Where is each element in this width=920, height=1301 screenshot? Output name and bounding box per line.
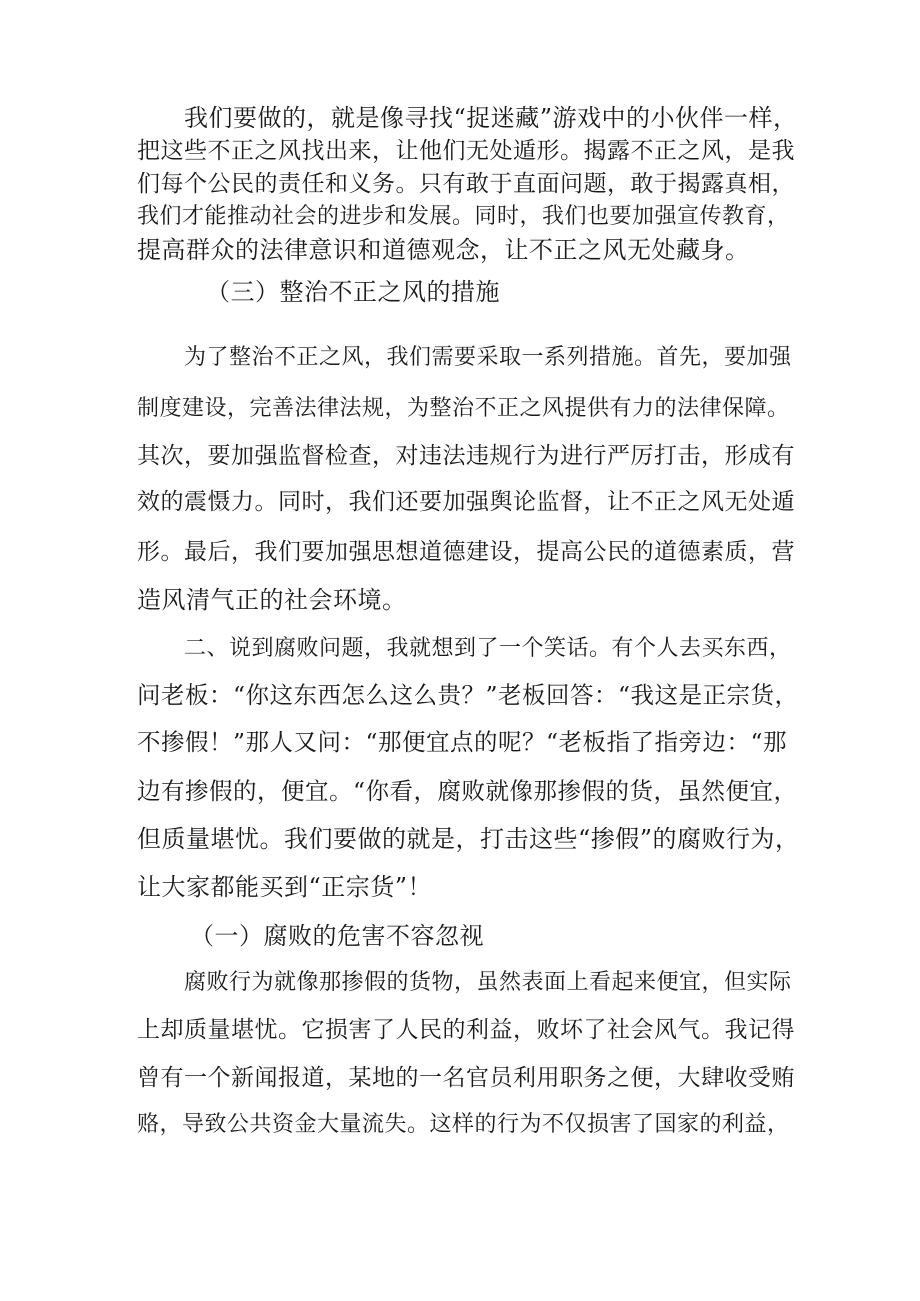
paragraph-4-line-4: 赂，导致公共资金大量流失。这样的行为不仅损害了国家的利益， (137, 1112, 790, 1137)
paragraph-3-line-1: 二、说到腐败问题，我就想到了一个笑话。有个人去买东西， (184, 636, 792, 661)
paragraph-2-line-6: 造风清气正的社会环境。 (137, 586, 407, 614)
paragraph-1-line-4: 我们才能推动社会的进步和发展。同时，我们也要加强宣传教育， (137, 204, 790, 229)
paragraph-4-line-2: 上却质量堪忧。它损害了人民的利益，败坏了社会风气。我记得 (137, 1017, 795, 1043)
paragraph-4-line-1: 腐败行为就像那掺假的货物，虽然表面上看起来便宜，但实际 (184, 970, 792, 995)
paragraph-3-line-3: 不掺假！”那人又问：“那便宜点的呢？“老板指了指旁边：“那 (137, 728, 788, 756)
paragraph-2-line-2: 制度建设，完善法律法规，为整治不正之风提供有力的法律保障。 (137, 396, 790, 421)
paragraph-2-line-3: 其次，要加强监督检查，对违法违规行为进行严厉打击，形成有 (137, 443, 795, 469)
paragraph-2-line-4: 效的震慑力。同时，我们还要加强舆论监督，让不正之风无处遁 (137, 489, 795, 515)
paragraph-2-line-5: 形。最后，我们要加强思想道德建设，提高公民的道德素质，营 (137, 539, 795, 565)
paragraph-1-line-2: 把这些不正之风找出来，让他们无处遁形。揭露不正之风，是我 (137, 138, 795, 164)
paragraph-1-line-3: 们每个公民的责任和义务。只有敢于直面问题，敢于揭露真相， (137, 171, 795, 197)
paragraph-3-line-6: 让大家都能买到“正宗货”！ (137, 873, 433, 901)
paragraph-2-line-1: 为了整治不正之风，我们需要采取一系列措施。首先，要加强 (184, 345, 792, 370)
paragraph-1-line-1: 我们要做的，就是像寻找“捉迷藏”游戏中的小伙伴一样， (184, 104, 798, 132)
paragraph-3-line-2: 问老板：“你这东西怎么这么贵？”老板回答：“我这是正宗货， (137, 681, 799, 709)
paragraph-1-line-5: 提高群众的法律意识和道德观念，让不正之风无处藏身。 (137, 236, 750, 264)
paragraph-4-line-3: 曾有一个新闻报道，某地的一名官员利用职务之便，大肆收受贿 (137, 1065, 795, 1091)
section-heading-three: （三）整治不正之风的措施 (206, 278, 500, 306)
paragraph-3-line-4: 边有掺假的，便宜。“你看，腐败就像那掺假的货，虽然便宜， (137, 777, 798, 805)
section-heading-one: （一）腐败的危害不容忽视 (190, 922, 484, 950)
paragraph-3-line-5: 但质量堪忧。我们要做的就是，打击这些“掺假”的腐败行为， (137, 825, 800, 853)
